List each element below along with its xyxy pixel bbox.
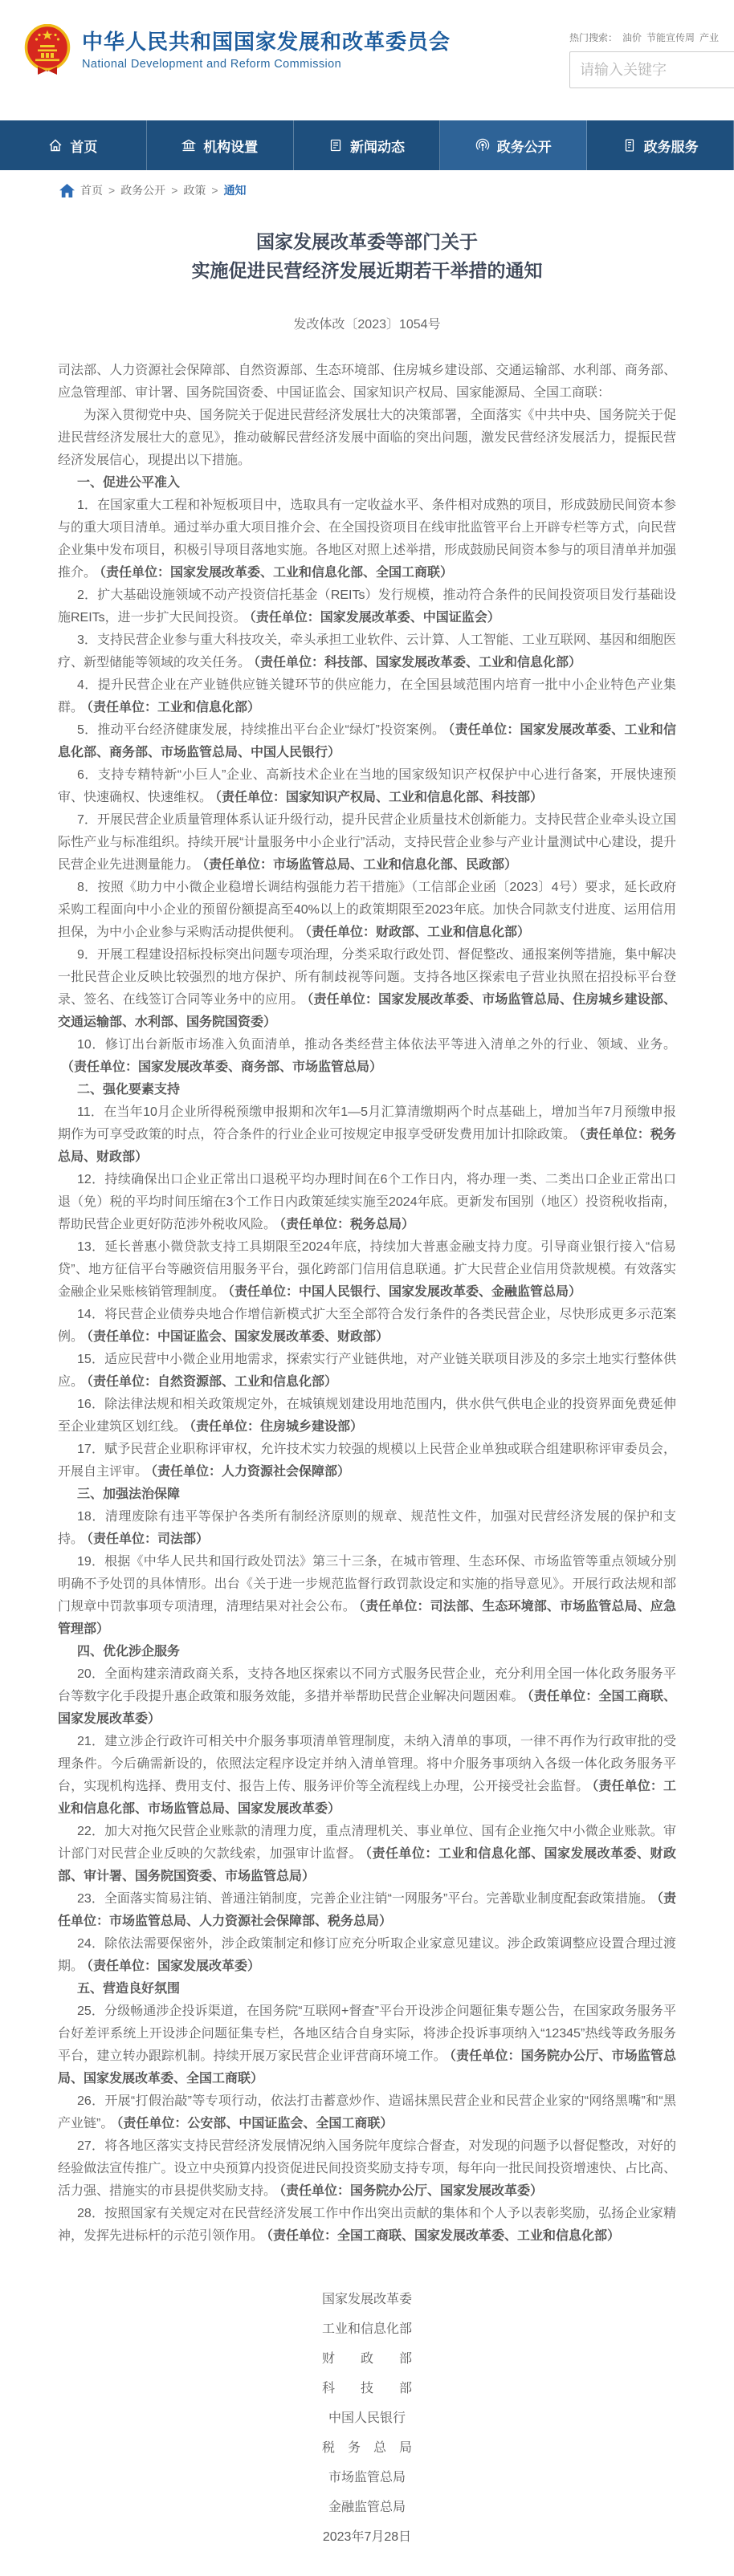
- nav-label: 政务服务: [643, 139, 699, 155]
- nav-label: 新闻动态: [349, 139, 405, 155]
- notice-item: [58, 1101, 676, 1169]
- section-heading: 四、优化涉企服务: [77, 1645, 181, 1658]
- site-header: [0, 0, 734, 120]
- nav-label: 政务公开: [496, 139, 552, 155]
- notice-item: [58, 674, 676, 719]
- item-text: 25．分级畅通涉企投诉渠道，在国务院“互联网+督查”平台开设涉企问题征集专题公告，在国家政务服务平台好差评系统上开设涉企问题征集专栏，各地区结合自身实际，将涉企投诉事项纳入“12345”热线等政务服务平台，建立转办跟踪机制。持续开展万家民营企业评营商环境工作。: [58, 2004, 676, 2063]
- notice-item: [58, 1304, 676, 1349]
- signature-line: 税 务 总 局: [321, 2441, 412, 2455]
- responsibility-unit: （责任单位：国家发展改革委、中国证监会）: [249, 611, 500, 625]
- responsibility-unit: （责任单位：中国证监会、国家发展改革委、财政部）: [87, 1330, 389, 1344]
- notice-item: [58, 1933, 676, 1978]
- responsibility-unit: （责任单位：全国工商联、国家发展改革委、工业和信息化部）: [267, 2229, 621, 2243]
- section-heading: 三、加强法治保障: [77, 1487, 181, 1501]
- item-text: 12．持续确保出口企业正常出口退税平均办理时间在6个工作日内，将办理一类、二类出口企业正常出口退（免）税的平均时间压缩在3个工作日内政策延续实施至2024年底。更新发布国别（地区）投资税收指南，帮助民营企业更好防范涉外税收风险。: [58, 1173, 676, 1231]
- notice-item: [58, 1731, 676, 1821]
- responsibility-unit: （责任单位：国务院办公厅、国家发展改革委）: [279, 2184, 544, 2198]
- item-text: 16．除法律法规和相关政策规定外，在城镇规划建设用地范围内，供水供气供电企业的投资界面免费延伸至企业建筑区划红线。: [58, 1398, 676, 1434]
- news-icon: [328, 138, 343, 153]
- notice-item: [58, 2090, 676, 2135]
- notice-item: [58, 584, 676, 629]
- nav-item-services[interactable]: [587, 120, 734, 170]
- responsibility-unit: （责任单位：国家发展改革委、工业和信息化部、全国工商联）: [100, 566, 454, 580]
- hot-search: [569, 31, 734, 44]
- notice-item: [58, 629, 676, 674]
- notice-item: [58, 1394, 676, 1439]
- org-title-block: [82, 30, 451, 71]
- institution-icon: [181, 138, 196, 153]
- section-heading: 一、促进公平准入: [77, 476, 181, 490]
- responsibility-unit: （责任单位：市场监管总局、工业和信息化部、民政部）: [202, 858, 518, 872]
- header-search-area: [569, 31, 734, 88]
- item-text: 28．按照国家有关规定对在民营经济发展工作中作出突出贡献的集体和个人予以表彰奖励，弘扬企业家精神，发挥先进标杆的示范引领作用。: [58, 2207, 676, 2243]
- breadcrumb-current: 通知: [223, 184, 247, 197]
- breadcrumb: [0, 170, 734, 208]
- hot-search-label: 热门搜索：: [569, 32, 618, 43]
- item-text: 21．建立涉企行政许可相关中介服务事项清单管理制度，未纳入清单的事项，一律不再作为行政审批的受理条件。今后确需新设的，依照法定程序设定并纳入清单管理。将中介服务事项纳入各级一体化政务服务平台，实现机构选择、费用支付、报告上传、服务评价等全流程线上办理，公开接受社会监督。: [58, 1735, 676, 1793]
- search-input[interactable]: [569, 51, 734, 88]
- responsibility-unit: （责任单位：财政部、工业和信息化部）: [305, 926, 531, 939]
- nav-item-organization[interactable]: [147, 120, 294, 170]
- hot-search-term[interactable]: 油价: [622, 32, 642, 43]
- notice-item: [58, 719, 676, 764]
- section-heading: 五、营造良好氛围: [77, 1982, 181, 1996]
- breadcrumb-policy[interactable]: 政策: [183, 184, 206, 197]
- item-text: 2．扩大基础设施领域不动产投资信托基金（REITs）发行规模，推动符合条件的民间投资项目发行基础设施REITs，进一步扩大民间投资。: [58, 588, 676, 625]
- notice-item: [58, 2135, 676, 2203]
- item-text: 17．赋予民营企业职称评审权，允许技术实力较强的规模以上民营企业单独或联合组建职称评审委员会，开展自主评审。: [58, 1443, 676, 1479]
- notice-item: [58, 944, 676, 1034]
- item-text: 1．在国家重大工程和补短板项目中，选取具有一定收益水平、条件相对成熟的项目，形成鼓励民间资本参与的重大项目清单。通过举办重大项目推介会、在全国投资项目在线审批监管平台上开辟专栏等方式，向民营企业集中发布项目，积极引导项目落地实施。各地区对照上述举措，形成鼓励民间资本参与的项目清单并加强推介。: [58, 499, 676, 580]
- item-text: 10．修订出台新版市场准入负面清单，推动各类经营主体依法平等进入清单之外的行业、领域、业务。: [77, 1038, 676, 1052]
- responsibility-unit: （责任单位：自然资源部、工业和信息化部）: [87, 1375, 338, 1389]
- item-text: 5．推动平台经济健康发展，持续推出平台企业“绿灯”投资案例。: [77, 723, 446, 737]
- responsibility-unit: （责任单位：司法部）: [87, 1532, 210, 1546]
- signature-date: 2023年7月28日: [322, 2530, 412, 2544]
- responsibility-unit: （责任单位：国家发展改革委、商务部、市场监管总局）: [61, 1060, 383, 1074]
- signature-line: 市场监管总局: [328, 2471, 406, 2484]
- signature-line: 金融监管总局: [328, 2501, 406, 2514]
- item-text: 15．适应民营中小微企业用地需求，探索实行产业链供地，对产业链关联项目涉及的多宗土地实行整体供应。: [58, 1353, 676, 1389]
- responsibility-unit: （责任单位：工业和信息化部）: [87, 701, 261, 714]
- broadcast-icon: [475, 138, 490, 153]
- signature-line: 国家发展改革委: [321, 2293, 412, 2306]
- responsibility-unit: （责任单位：国家发展改革委、市场监管总局、住房城乡建设部、交通运输部、水利部、国务院国资委）: [58, 993, 676, 1029]
- page-title-line2: 实施促进民营经济发展近期若干举措的通知: [191, 260, 543, 281]
- item-text: 19．根据《中华人民共和国行政处罚法》第三十三条，在城市管理、生态环保、市场监管等重点领域分别明确不予处罚的具体情形。出台《关于进一步规范监督行政罚款设定和实施的指导意见》。开展行政法规和部门规章中罚款事项专项清理，清理结果对社会公布。: [58, 1555, 676, 1614]
- hot-search-term[interactable]: 节能宣传周: [646, 32, 695, 43]
- responsibility-unit: （责任单位：税务总局、财政部）: [58, 1128, 676, 1164]
- item-text: 18．清理废除有违平等保护各类所有制经济原则的规章、规范性文件，加强对民营经济发展的保护和支持。: [58, 1510, 676, 1546]
- responsibility-unit: （责任单位：市场监管总局、人力资源社会保障部、税务总局）: [58, 1892, 676, 1928]
- notice-item: [58, 1439, 676, 1483]
- sections: [58, 472, 676, 2248]
- breadcrumb-separator: >: [211, 184, 218, 197]
- notice-item: [58, 1551, 676, 1641]
- signature-line: 科 技 部: [321, 2382, 412, 2395]
- section-heading: 二、强化要素支持: [77, 1083, 181, 1097]
- responsibility-unit: （责任单位：税务总局）: [279, 1218, 415, 1231]
- item-text: 9．开展工程建设招标投标突出问题专项治理，分类采取行政处罚、督促整改、通报案例等措施，集中解决一批民营企业反映比较强烈的地方保护、所有制歧视等问题。支持各地区探索电子营业执照在招投标平台登录、签名、在线签订合同等业务中的应用。: [58, 948, 676, 1007]
- signature-block: [58, 2285, 676, 2552]
- home-solid-icon: [59, 184, 75, 197]
- breadcrumb-home[interactable]: 首页: [80, 184, 103, 197]
- notice-item: [58, 494, 676, 584]
- responsibility-unit: （责任单位：国家发展改革委）: [87, 1959, 261, 1973]
- item-text: 7．开展民营企业质量管理体系认证升级行动，提升民营企业质量技术创新能力。支持民营企业牵头设立国际性产业与标准组织。持续开展“计量服务中小企业行”活动，支持民营企业参与产业计量测试中心建设，提升民营企业先进测量能力。: [58, 813, 676, 872]
- notice-item: [58, 1888, 676, 1933]
- home-icon: [48, 138, 63, 153]
- responsibility-unit: （责任单位：国家知识产权局、工业和信息化部、科技部）: [215, 791, 544, 804]
- intro-paragraph: 为深入贯彻党中央、国务院关于促进民营经济发展壮大的决策部署，全面落实《中共中央、国务院关于促进民营经济发展壮大的意见》，推动破解民营经济发展中面临的突出问题，激发民营经济发展活力，提振民营经济发展信心，现提出以下措施。: [58, 409, 676, 467]
- doc-number: 发改体改〔2023〕1054号: [293, 318, 441, 332]
- search-box: [569, 51, 734, 88]
- notice-item: [58, 1821, 676, 1888]
- notice-item: [58, 1034, 676, 1079]
- site-logo[interactable]: [24, 24, 451, 75]
- signature-lines: [58, 2285, 676, 2522]
- breadcrumb-separator: >: [108, 184, 116, 197]
- item-text: 6．支持专精特新“小巨人”企业、高新技术企业在当地的国家级知识产权保护中心进行备案，开展快速预审、快速确权、快速维权。: [58, 768, 676, 804]
- responsibility-unit: （责任单位：人力资源社会保障部）: [151, 1465, 351, 1479]
- notice-item: [58, 764, 676, 809]
- item-text: 3．支持民营企业参与重大科技攻关，牵头承担工业软件、云计算、人工智能、工业互联网、基因和细胞医疗、新型储能等领域的攻关任务。: [58, 633, 676, 669]
- signature-line: 中国人民银行: [328, 2411, 406, 2425]
- item-text: 4．提升民营企业在产业链供应链关键环节的供应能力，在全国县域范围内培育一批中小企业特色产业集群。: [58, 678, 676, 714]
- org-title-en: National Development and Reform Commission: [82, 57, 342, 71]
- item-text: 11．在当年10月企业所得税预缴申报期和次年1—5月汇算清缴期两个时点基础上，增加当年7月预缴申报期作为可享受政策的时点，符合条件的行业企业可按规定申报享受研发费用加计扣除政策。: [58, 1105, 676, 1141]
- item-text: 23．全面落实简易注销、普通注销制度，完善企业注销“一网服务”平台。完善歇业制度配套政策措施。: [77, 1892, 654, 1906]
- responsibility-unit: （责任单位：工业和信息化部、国家发展改革委、财政部、审计署、国务院国资委、市场监管总局）: [58, 1847, 676, 1883]
- notice-item: [58, 1663, 676, 1731]
- nav-item-home[interactable]: [0, 120, 147, 170]
- main-nav: [0, 120, 734, 170]
- nav-label: 首页: [70, 139, 98, 155]
- item-text: 8．按照《助力中小微企业稳增长调结构强能力若干措施》（工信部企业函〔2023〕4号）要求，延长政府采购工程面向中小企业的预留份额提高至40%以上的政策期限至2023年底。加快合同款支付进度、运用信用担保，为中小企业参与采购活动提供便利。: [58, 881, 676, 939]
- breadcrumb-separator: >: [171, 184, 178, 197]
- responsibility-unit: （责任单位：国家发展改革委、工业和信息化部、商务部、市场监管总局、中国人民银行）: [58, 723, 676, 759]
- notice-item: [58, 2000, 676, 2090]
- nav-item-news[interactable]: [294, 120, 441, 170]
- salutation: 司法部、人力资源社会保障部、自然资源部、生态环境部、住房城乡建设部、交通运输部、水利部、商务部、应急管理部、审计署、国务院国资委、中国证监会、国家知识产权局、国家能源局、全国工商联：: [58, 364, 676, 400]
- notice-item: [58, 877, 676, 944]
- document-icon: [622, 138, 637, 153]
- responsibility-unit: （责任单位：住房城乡建设部）: [190, 1420, 364, 1434]
- notice-item: [58, 809, 676, 877]
- responsibility-unit: （责任单位：公安部、中国证监会、全国工商联）: [116, 2117, 394, 2130]
- item-text: 13．延长普惠小微贷款支持工具期限至2024年底，持续加大普惠金融支持力度。引导商业银行接入“信易贷”、地方征信平台等融资信用服务平台，强化跨部门信用信息联通。扩大民营企业信用贷款规模。有效落实金融企业呆账核销管理制度。: [58, 1240, 676, 1299]
- item-text: 24．除依法需要保密外，涉企政策制定和修订应充分听取企业家意见建议。涉企政策调整应设置合理过渡期。: [58, 1937, 676, 1973]
- responsibility-unit: （责任单位：司法部、生态环境部、市场监管总局、应急管理部）: [58, 1600, 676, 1636]
- nav-label: 机构设置: [203, 139, 259, 155]
- page-title-line1: 国家发展改革委等部门关于: [256, 231, 478, 252]
- notice-item: [58, 1169, 676, 1236]
- signature-line: 工业和信息化部: [321, 2322, 412, 2336]
- item-text: 14．将民营企业债券央地合作增信新模式扩大至全部符合发行条件的各类民营企业，尽快形成更多示范案例。: [58, 1308, 676, 1344]
- item-text: 20．全面构建亲清政商关系，支持各地区探索以不同方式服务民营企业，充分利用全国一体化政务服务平台等数字化手段提升惠企政策和服务效能，多措并举帮助民营企业解决问题困难。: [58, 1667, 676, 1703]
- responsibility-unit: （责任单位：科技部、国家发展改革委、工业和信息化部）: [254, 656, 582, 669]
- item-text: 26．开展“打假治敲”等专项行动，依法打击蓄意炒作、造谣抹黑民营企业和民营企业家的“网络黑嘴”和“黑产业链”。: [58, 2094, 676, 2130]
- org-title-cn: 中华人民共和国国家发展和改革委员会: [82, 29, 451, 54]
- responsibility-unit: （责任单位：国务院办公厅、市场监管总局、国家发展改革委、全国工商联）: [58, 2049, 676, 2086]
- nav-item-public-disclosure[interactable]: [440, 120, 587, 170]
- responsibility-unit: （责任单位：全国工商联、国家发展改革委）: [58, 1690, 676, 1726]
- breadcrumb-public-disclosure[interactable]: 政务公开: [120, 184, 166, 197]
- item-text: 27．将各地区落实支持民营经济发展情况纳入国务院年度综合督查，对发现的问题予以督促整改，对好的经验做法宣传推广。设立中央预算内投资促进民间投资奖励支持专项，每年向一批民间投资增速快、占比高、活力强、措施实的市县提供奖励支持。: [58, 2139, 676, 2198]
- notice-item: [58, 1506, 676, 1551]
- notice-item: [58, 2203, 676, 2248]
- article: [0, 208, 734, 2576]
- item-text: 22．加大对拖欠民营企业账款的清理力度，重点清理机关、事业单位、国有企业拖欠中小微企业账款。审计部门对民营企业反映的欠款线索，加强审计监督。: [58, 1825, 676, 1861]
- responsibility-unit: （责任单位：中国人民银行、国家发展改革委、金融监管总局）: [228, 1285, 582, 1299]
- signature-line: 财 政 部: [321, 2352, 412, 2366]
- page-title: [58, 227, 676, 285]
- national-emblem-icon: [24, 24, 71, 75]
- notice-item: [58, 1349, 676, 1394]
- notice-item: [58, 1236, 676, 1304]
- responsibility-unit: （责任单位：工业和信息化部、市场监管总局、国家发展改革委）: [58, 1780, 676, 1816]
- hot-search-term[interactable]: 产业: [699, 32, 720, 43]
